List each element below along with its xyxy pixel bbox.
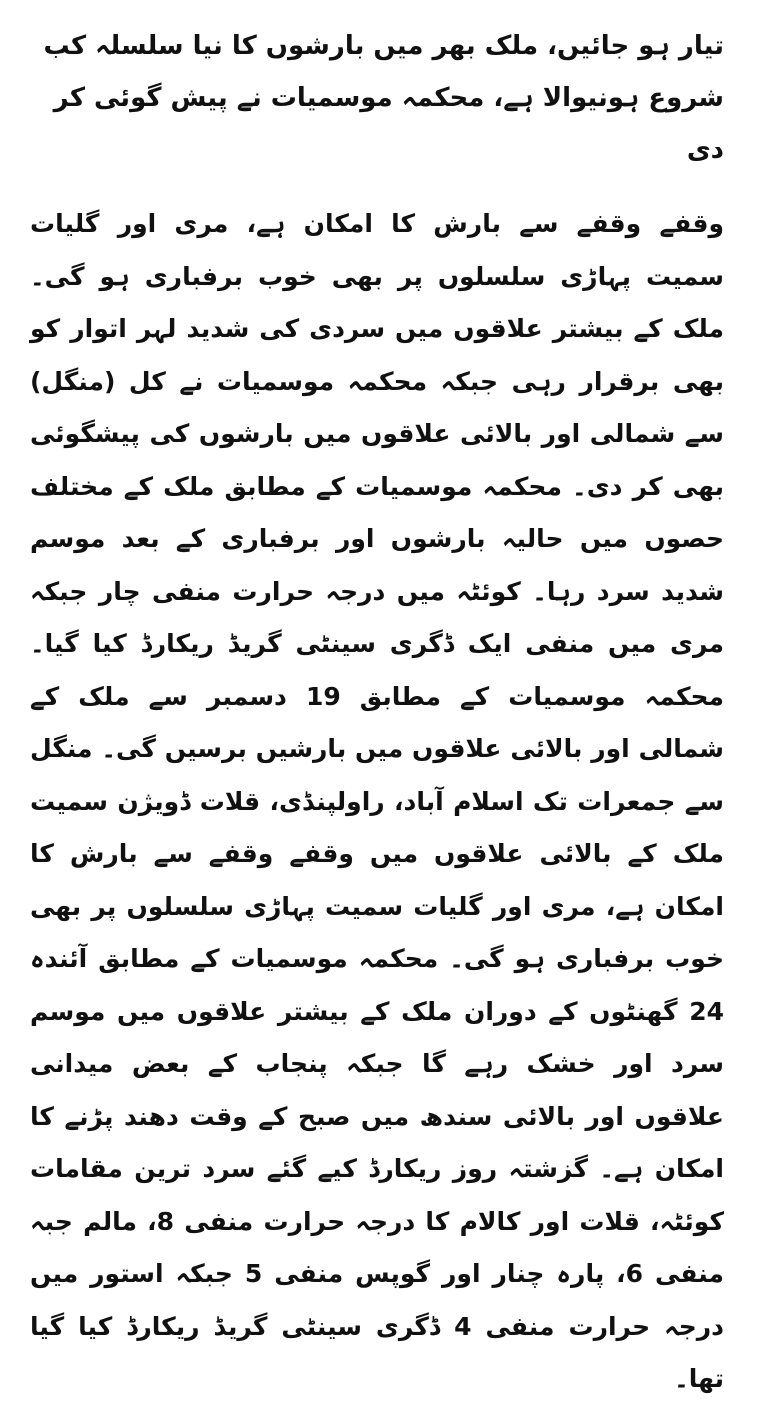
article-body: وقفے وقفے سے بارش کا امکان ہے، مری اور گلیات سمیت پہاڑی سلسلوں پر بھی خوب برفباری ہو گی۔ ملک کے بیشتر علاقوں میں سردی کی شدید لہر اتوار کو بھی برقرار رہی جبکہ محکمہ موسمیات نے کل (منگل) سے شمالی اور بالائی علاقوں میں بارشوں کی پیشگوئی بھی کر دی۔ محکمہ موسمیات کے مطابق ملک کے مختلف حصوں میں حالیہ بارشوں اور برفباری کے بعد موسم شدید سرد رہا۔ کوئٹہ میں درجہ حرارت منفی چار جبکہ مری میں منفی ایک ڈگری سینٹی گریڈ ریکارڈ کیا گیا۔ محکمہ موسمیات کے مطابق 19 دسمبر سے ملک کے شمالی اور بالائی علاقوں میں بارشیں برسیں گی۔ منگل سے جمعرات تک اسلام آباد، راولپنڈی، قلات ڈویژن سمیت ملک کے بالائی علاقوں میں وقفے وقفے سے بارش کا امکان ہے، مری اور گلیات سمیت پہاڑی سلسلوں پر بھی خوب برفباری ہو گی۔ محکمہ موسمیات کے مطابق آئندہ 24 گھنٹوں کے دوران ملک کے بیشتر علاقوں میں موسم سرد اور خشک رہے گا جبکہ پنجاب کے بعض میدانی علاقوں اور بالائی سندھ میں صبح کے وقت دھند پڑنے کا امکان ہے۔ گزشتہ روز ریکارڈ کیے گئے سرد ترین مقامات کوئٹہ، قلات اور کالام کا درجہ حرارت منفی 8، مالم جبہ منفی 6، پارہ چنار اور گوپس منفی 5 جبکہ استور میں درجہ حرارت منفی 4 ڈگری سینٹی گریڈ ریکارڈ کیا گیا تھا۔ <box>30 209 725 1393</box>
article-headline: تیار ہو جائیں، ملک بھر میں بارشوں کا نیا سلسلہ کب شروع ہونیوالا ہے، محکمہ موسمیات نے پیش گوئی کر دی <box>43 31 724 165</box>
